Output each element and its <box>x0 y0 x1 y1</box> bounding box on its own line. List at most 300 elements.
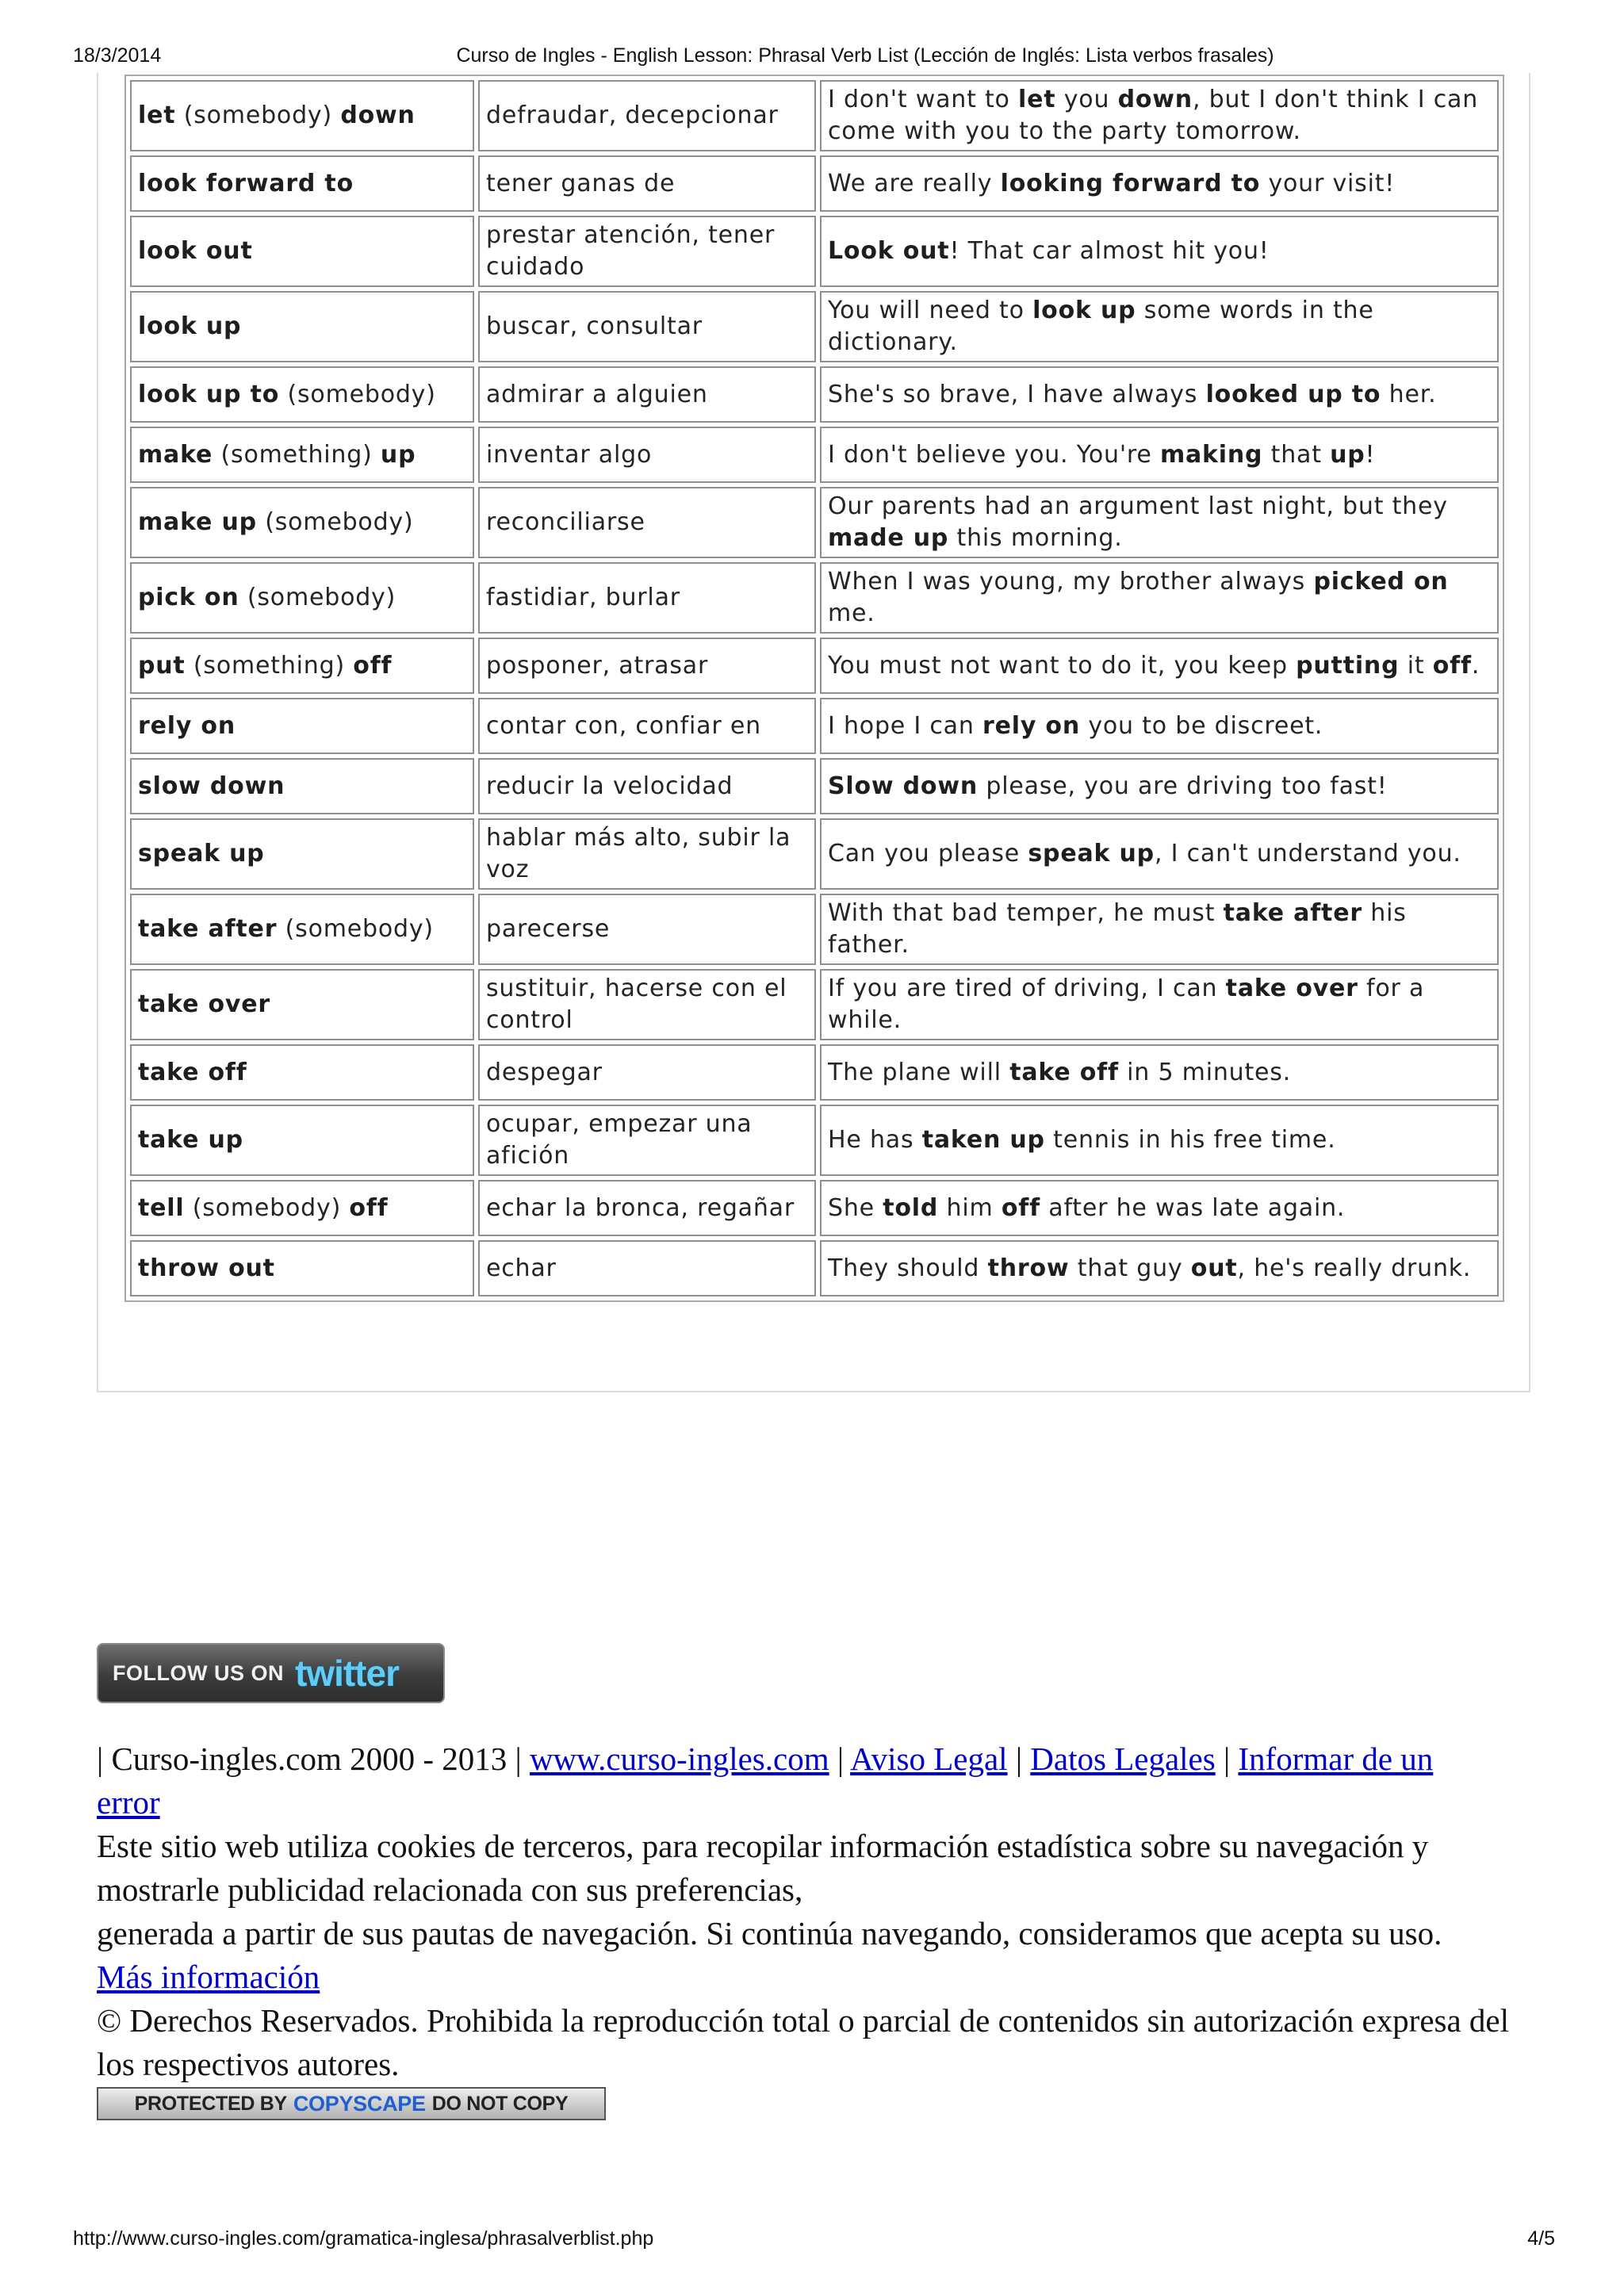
phrasal-verb-highlight: made up <box>828 524 949 552</box>
example-text <box>828 379 1436 411</box>
verb-cell-content <box>138 1116 466 1165</box>
verb-cell-content <box>138 574 466 622</box>
example-cell-content <box>828 830 1491 879</box>
example-cell-content <box>828 431 1491 479</box>
text-segment: If you are tired of driving, I can <box>828 975 1226 1002</box>
example-cell <box>820 291 1499 362</box>
phrasal-verb-highlight: take over <box>1225 975 1358 1002</box>
verb-cell-content <box>138 762 466 810</box>
verb-cell <box>130 155 474 212</box>
text-segment: this morning. <box>948 524 1123 552</box>
example-text <box>828 973 1491 1036</box>
text-segment: (somebody) <box>277 915 434 943</box>
phrasal-verb-highlight: take after <box>138 915 278 943</box>
example-cell <box>820 758 1499 814</box>
text-segment: (somebody) <box>175 101 341 129</box>
phrasal-verb-highlight: throw out <box>138 1254 275 1282</box>
example-text <box>828 439 1375 471</box>
translation-text: prestar atención, tener cuidado <box>486 221 776 281</box>
example-text <box>828 236 1270 267</box>
phrasal-verb-highlight: look up <box>1032 297 1136 324</box>
copyscape-do-not-copy-label: DO NOT COPY <box>431 2093 569 2115</box>
verb-cell <box>130 216 474 287</box>
example-cell <box>820 638 1499 694</box>
translation-text: tener ganas de <box>486 169 676 197</box>
example-cell <box>820 698 1499 754</box>
table-row <box>130 155 1499 212</box>
phrasal-verb-highlight: making <box>1159 440 1263 469</box>
translation-cell <box>478 1044 816 1101</box>
text-segment: (somebody) <box>184 1193 350 1222</box>
text-segment: You must not want to do it, you keep <box>828 651 1297 680</box>
phrasal-verb-highlight: throw <box>987 1254 1070 1282</box>
phrasal-verb-highlight: look forward to <box>138 169 354 197</box>
text-segment: him <box>938 1193 1002 1222</box>
datos-legales-link[interactable]: Datos Legales <box>1030 1741 1216 1777</box>
text-segment: ! <box>1365 440 1376 469</box>
twitter-logo: twitter <box>294 1653 399 1694</box>
translation-cell-content <box>486 303 808 351</box>
phrasal-verb-highlight: pick on <box>138 584 239 611</box>
translation-text: buscar, consultar <box>486 312 703 340</box>
verb-cell <box>130 1105 474 1176</box>
verb-cell-content <box>138 370 466 419</box>
translation-cell <box>478 818 816 890</box>
copyscape-banner[interactable] <box>97 2087 606 2120</box>
example-cell <box>820 427 1499 483</box>
verb-text <box>138 838 265 870</box>
phrasal-verb-highlight: speak up <box>138 840 265 867</box>
phrasal-verb-table <box>124 75 1504 1302</box>
text-segment: With that bad temper, he must <box>828 899 1224 927</box>
verb-cell-content <box>138 830 466 879</box>
text-segment: some words in the dictionary. <box>828 297 1374 356</box>
translation-cell <box>478 758 816 814</box>
example-cell <box>820 80 1499 151</box>
example-cell-content <box>828 641 1491 690</box>
example-cell <box>820 969 1499 1040</box>
translation-cell <box>478 1180 816 1236</box>
table-row <box>130 80 1499 151</box>
example-text <box>828 295 1491 358</box>
verb-cell-content <box>138 1184 466 1232</box>
text-segment: you <box>1055 86 1118 113</box>
example-cell <box>820 562 1499 634</box>
text-segment: I don't want to <box>828 86 1019 113</box>
text-segment: , I can't understand you. <box>1154 840 1461 867</box>
table-row <box>130 1180 1499 1236</box>
example-text <box>828 771 1388 802</box>
phrasal-verb-highlight: take off <box>138 1058 247 1086</box>
example-cell <box>820 487 1499 558</box>
verb-cell-content <box>138 702 466 750</box>
text-segment: me. <box>828 599 875 627</box>
verb-text <box>138 1057 247 1089</box>
text-segment: his father. <box>828 899 1407 959</box>
text-segment: Our parents had an argument last night, but they <box>828 492 1448 520</box>
example-text <box>828 838 1461 870</box>
table-row <box>130 216 1499 287</box>
text-segment: I don't believe you. You're <box>828 440 1160 469</box>
text-segment: You will need to <box>828 297 1033 324</box>
phrasal-verb-highlight: down <box>340 101 416 129</box>
translation-cell-content <box>486 1048 808 1097</box>
site-footer <box>97 1737 1532 2120</box>
translation-cell <box>478 638 816 694</box>
text-segment: after he was late again. <box>1040 1193 1346 1222</box>
phrasal-verb-highlight: look out <box>138 237 253 265</box>
example-cell <box>820 1044 1499 1101</box>
example-text <box>828 1253 1471 1285</box>
example-text <box>828 566 1491 630</box>
translation-cell-content <box>486 499 808 547</box>
aviso-legal-link[interactable]: Aviso Legal <box>850 1741 1008 1777</box>
example-cell <box>820 155 1499 212</box>
table-row <box>130 366 1499 423</box>
example-cell-content <box>828 973 1491 1036</box>
translation-text: inventar algo <box>486 440 653 469</box>
example-text <box>828 1193 1345 1224</box>
text-segment: When I was young, my brother always <box>828 568 1314 596</box>
text-segment: The plane will <box>828 1058 1010 1086</box>
phrasal-verb-highlight: take up <box>138 1126 243 1154</box>
phrasal-verb-highlight: take after <box>1223 899 1362 927</box>
phrasal-verb-highlight: take off <box>1009 1058 1119 1086</box>
verb-cell <box>130 758 474 814</box>
translation-cell <box>478 80 816 151</box>
phrasal-verb-highlight: take over <box>138 990 271 1018</box>
text-segment: Can you please <box>828 840 1028 867</box>
example-cell-content <box>828 762 1491 810</box>
print-page-title: Curso de Ingles - English Lesson: Phrasal Verb List (Lección de Inglés: Lista verbos frasales) <box>456 44 1274 67</box>
phrasal-verb-highlight: up <box>380 440 416 469</box>
verb-text <box>138 771 285 802</box>
translation-text: reducir la velocidad <box>486 772 733 800</box>
verb-cell <box>130 698 474 754</box>
translation-cell <box>478 427 816 483</box>
phrasal-verb-highlight: up <box>1330 440 1365 469</box>
phrasal-verb-highlight: rely on <box>138 711 236 740</box>
text-segment: in 5 minutes. <box>1118 1058 1292 1086</box>
translation-text: parecerse <box>486 915 611 943</box>
translation-cell <box>478 291 816 362</box>
translation-cell <box>478 487 816 558</box>
verb-text <box>138 989 270 1021</box>
translation-cell-content <box>486 1109 808 1172</box>
verb-cell <box>130 487 474 558</box>
table-row <box>130 638 1499 694</box>
table-row <box>130 894 1499 965</box>
phrasal-verb-highlight: told <box>883 1193 939 1222</box>
copyright-notice: © Derechos Reservados. Prohibida la reproducción total o parcial de contenidos sin autorización expresa del los respectivos autores. <box>97 2002 1510 2082</box>
translation-cell <box>478 562 816 634</box>
print-source-url: http://www.curso-ingles.com/gramatica-inglesa/phrasalverblist.php <box>73 2227 654 2250</box>
translation-cell <box>478 216 816 287</box>
text-segment: that <box>1262 440 1331 469</box>
example-text <box>828 1124 1336 1156</box>
verb-cell-content <box>138 641 466 690</box>
phrasal-verb-highlight: picked on <box>1313 568 1449 596</box>
verb-cell <box>130 894 474 965</box>
example-cell-content <box>828 159 1491 208</box>
phrasal-verb-highlight: Look out <box>828 237 950 265</box>
verb-cell-content <box>138 431 466 479</box>
translation-text: fastidiar, burlar <box>486 584 680 611</box>
verb-cell-content <box>138 499 466 547</box>
example-cell-content <box>828 1184 1491 1232</box>
verb-text <box>138 913 434 945</box>
verb-cell-content <box>138 303 466 351</box>
verb-cell <box>130 291 474 362</box>
verb-cell-content <box>138 1048 466 1097</box>
copyscape-protected-label: PROTECTED BY <box>134 2093 287 2115</box>
phrasal-verb-highlight: let <box>138 101 176 129</box>
cookie-notice <box>97 1825 1532 1999</box>
text-segment: I hope I can <box>828 711 982 740</box>
copyscape-logo-text: COPYSCAPE <box>293 2092 426 2116</box>
phrasal-verb-highlight: tell <box>138 1193 185 1222</box>
table-row <box>130 291 1499 362</box>
verb-cell <box>130 638 474 694</box>
phrasal-verb-highlight: let <box>1018 86 1056 113</box>
site-home-link[interactable]: www.curso-ingles.com <box>529 1741 829 1777</box>
table-row <box>130 758 1499 814</box>
phrasal-verb-highlight: make up <box>138 508 257 536</box>
translation-cell <box>478 1240 816 1296</box>
text-segment: (something) <box>213 440 381 469</box>
example-cell-content <box>828 898 1491 961</box>
text-segment: tennis in his free time. <box>1044 1126 1336 1154</box>
text-segment: you to be discreet. <box>1080 711 1323 740</box>
verb-cell <box>130 1240 474 1296</box>
verb-text <box>138 1253 275 1285</box>
example-text <box>828 1057 1291 1089</box>
verb-cell-content <box>138 1244 466 1293</box>
text-segment: (somebody) <box>256 508 414 536</box>
verb-text <box>138 582 396 614</box>
verb-cell-content <box>138 228 466 276</box>
phrasal-verb-highlight: Slow down <box>828 772 979 800</box>
example-cell <box>820 818 1499 890</box>
translation-text: hablar más alto, subir la voz <box>486 824 791 883</box>
phrasal-verb-highlight: put <box>138 651 186 680</box>
verb-text <box>138 1193 389 1224</box>
example-cell-content <box>828 1244 1491 1293</box>
text-segment: . <box>1471 651 1480 680</box>
example-cell <box>820 216 1499 287</box>
translation-cell <box>478 155 816 212</box>
example-cell <box>820 1105 1499 1176</box>
example-text <box>828 491 1491 554</box>
example-cell-content <box>828 702 1491 750</box>
cookie-notice-text: Este sitio web utiliza cookies de terceros, para recopilar información estadística sobre su navegación y mostrarle publicidad relacionada con sus preferencias, <box>97 1828 1429 1908</box>
verb-text <box>138 439 416 471</box>
example-cell-content <box>828 370 1491 419</box>
print-page-number: 4/5 <box>1527 2227 1555 2250</box>
verb-cell <box>130 1044 474 1101</box>
twitter-follow-button[interactable] <box>97 1643 445 1703</box>
phrasal-verb-highlight: down <box>1117 86 1193 113</box>
verb-text <box>138 100 416 132</box>
translation-text: sustituir, hacerse con el control <box>486 975 787 1034</box>
translation-text: reconciliarse <box>486 508 645 536</box>
example-text <box>828 650 1480 682</box>
translation-cell <box>478 698 816 754</box>
verb-cell <box>130 1180 474 1236</box>
text-segment: They should <box>828 1254 988 1282</box>
phrasal-verb-highlight: looking forward to <box>1000 169 1261 197</box>
verb-cell-content <box>138 981 466 1029</box>
translation-cell-content <box>486 973 808 1036</box>
phrasal-verb-highlight: putting <box>1296 651 1400 680</box>
phrasal-verb-highlight: off <box>1001 1193 1040 1222</box>
example-text <box>828 710 1323 742</box>
translation-cell-content <box>486 822 808 886</box>
phrasal-verb-highlight: look up <box>138 312 242 340</box>
example-cell <box>820 1240 1499 1296</box>
site-copyright-years: | Curso-ingles.com 2000 - 2013 | <box>97 1741 522 1777</box>
verb-text <box>138 1124 243 1156</box>
translation-cell-content <box>486 159 808 208</box>
verb-text <box>138 710 236 742</box>
text-segment: please, you are driving too fast! <box>978 772 1388 800</box>
translation-cell-content <box>486 370 808 419</box>
table-row <box>130 818 1499 890</box>
text-segment: your visit! <box>1260 169 1396 197</box>
phrasal-verb-highlight: rely on <box>982 711 1080 740</box>
phrasal-verb-highlight: out <box>1190 1254 1238 1282</box>
verb-text <box>138 168 354 200</box>
translation-cell-content <box>486 702 808 750</box>
verb-cell <box>130 427 474 483</box>
report-error-link[interactable]: Informar de un error <box>97 1741 1434 1821</box>
example-cell-content <box>828 295 1491 358</box>
example-cell <box>820 366 1499 423</box>
verb-cell <box>130 818 474 890</box>
translation-text: ocupar, empezar una afición <box>486 1110 753 1170</box>
translation-cell-content <box>486 641 808 690</box>
example-cell-content <box>828 1048 1491 1097</box>
text-segment: , he's really drunk. <box>1237 1254 1472 1282</box>
example-text <box>828 84 1491 147</box>
translation-text: defraudar, decepcionar <box>486 101 779 129</box>
verb-text <box>138 379 436 411</box>
text-segment: She <box>828 1193 883 1222</box>
translation-cell-content <box>486 220 808 283</box>
verb-cell-content <box>138 92 466 140</box>
example-cell <box>820 894 1499 965</box>
translation-cell-content <box>486 906 808 954</box>
translation-text: admirar a alguien <box>486 380 708 408</box>
verb-text <box>138 236 253 267</box>
text-segment: that guy <box>1069 1254 1191 1282</box>
table-row <box>130 969 1499 1040</box>
example-text <box>828 898 1491 961</box>
link-separator: | <box>837 1741 845 1777</box>
text-segment: (somebody) <box>239 584 396 611</box>
text-segment: He has <box>828 1126 922 1154</box>
verb-cell <box>130 562 474 634</box>
text-segment: it <box>1399 651 1433 680</box>
phrasal-verb-highlight: speak up <box>1028 840 1155 867</box>
phrasal-verb-highlight: off <box>349 1193 389 1222</box>
example-cell-content <box>828 84 1491 147</box>
phrasal-verb-highlight: taken up <box>921 1126 1045 1154</box>
footer-links-line <box>97 1737 1492 1825</box>
verb-cell <box>130 969 474 1040</box>
table-row <box>130 698 1499 754</box>
translation-cell <box>478 894 816 965</box>
phrasal-verb-highlight: make <box>138 440 213 469</box>
content-box <box>97 73 1530 1392</box>
text-segment: for a while. <box>828 975 1425 1034</box>
translation-cell-content <box>486 1184 808 1232</box>
verb-cell-content <box>138 159 466 208</box>
text-segment: She's so brave, I have always <box>828 380 1206 408</box>
phrasal-verb-highlight: looked up to <box>1205 380 1381 408</box>
link-separator: | <box>1015 1741 1023 1777</box>
text-segment: ! That car almost hit you! <box>949 237 1270 265</box>
table-row <box>130 427 1499 483</box>
verb-text <box>138 650 392 682</box>
translation-cell <box>478 1105 816 1176</box>
more-info-link[interactable]: Más información <box>97 1959 320 1995</box>
translation-text: despegar <box>486 1058 603 1086</box>
phrasal-verb-table-body <box>130 80 1499 1296</box>
example-cell-content <box>828 491 1491 554</box>
translation-text: posponer, atrasar <box>486 651 709 680</box>
translation-cell <box>478 969 816 1040</box>
example-cell-content <box>828 566 1491 630</box>
text-segment: (somebody) <box>279 380 436 408</box>
text-segment: , but I don't think I can come with you to the party tomorrow. <box>828 86 1479 145</box>
print-date: 18/3/2014 <box>73 44 162 67</box>
translation-cell-content <box>486 574 808 622</box>
translation-cell-content <box>486 1244 808 1293</box>
translation-cell <box>478 366 816 423</box>
translation-cell-content <box>486 92 808 140</box>
phrasal-verb-highlight: slow down <box>138 772 285 800</box>
phrasal-verb-highlight: off <box>353 651 393 680</box>
text-segment: her. <box>1381 380 1437 408</box>
example-cell <box>820 1180 1499 1236</box>
follow-us-label: FOLLOW US ON <box>113 1660 284 1685</box>
table-row <box>130 1044 1499 1101</box>
phrasal-verb-highlight: off <box>1432 651 1472 680</box>
verb-text <box>138 311 241 343</box>
translation-text: echar la bronca, regañar <box>486 1193 795 1222</box>
verb-text <box>138 507 413 538</box>
table-row <box>130 1240 1499 1296</box>
table-row <box>130 1105 1499 1176</box>
phrasal-verb-highlight: look up to <box>138 380 280 408</box>
table-row <box>130 487 1499 558</box>
translation-text: echar <box>486 1254 557 1282</box>
example-cell-content <box>828 1116 1491 1165</box>
example-text <box>828 168 1395 200</box>
table-row <box>130 562 1499 634</box>
link-separator: | <box>1223 1741 1231 1777</box>
verb-cell <box>130 80 474 151</box>
translation-text: contar con, confiar en <box>486 711 761 740</box>
translation-cell-content <box>486 431 808 479</box>
verb-cell-content <box>138 906 466 954</box>
verb-cell <box>130 366 474 423</box>
cookie-notice-text: generada a partir de sus pautas de navegación. Si continúa navegando, consideramos que acepta su uso. <box>97 1915 1442 1951</box>
translation-cell-content <box>486 762 808 810</box>
example-cell-content <box>828 228 1491 276</box>
text-segment: We are really <box>828 169 1001 197</box>
